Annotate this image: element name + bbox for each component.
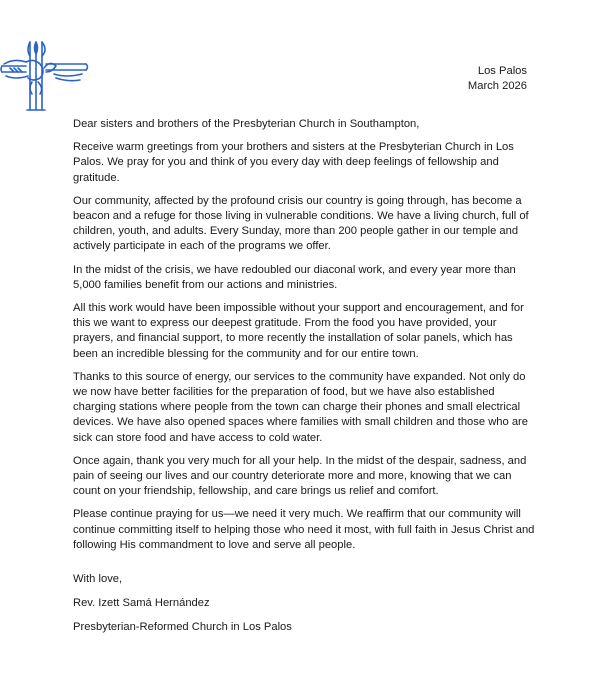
letter-paragraph: Thanks to this source of energy, our services to the community have expanded. Not only do we now have better facilities for the preparation of food, but we have also established charging stations where people from the town can charge their phones and small electrical devices. We have also opened spaces where families with small children and those who are sick can store food and have access to cold water. (73, 370, 528, 444)
letter-body (73, 117, 535, 561)
letter-paragraph: Our community, affected by the profound crisis our country is going through, has become a beacon and a refuge for those living in vulnerable conditions. We have a living church, full of children, youth, and adults. Every Sunday, more than 200 people gather in our temple and actively participate in each of the programs we offer. (73, 194, 529, 253)
signer-name: Rev. Izett Samá Hernández (73, 597, 210, 609)
presbyterian-cross-dove-icon (0, 38, 92, 112)
letter-date: March 2026 (467, 80, 527, 92)
letter-paragraph: All this work would have been impossible without your support and encouragement, and for this we want to express our deepest gratitude. From the food you have provided, your prayers, and financial support, to more recently the installation of solar panels, which has been an incredible blessing for the community and for our entire town. (73, 302, 524, 360)
place-date-block (468, 64, 527, 94)
letter-closing: With love, (73, 573, 123, 585)
signer-organization: Presbyterian-Reformed Church in Los Palos (73, 621, 292, 633)
letter-paragraph: Once again, thank you very much for all your help. In the midst of the despair, sadness, and pain of seeing our lives and our country deteriorate more and more, knowing that we can count on your friendship, fellowship, and care brings us relief and comfort. (73, 454, 527, 498)
letter-paragraph: In the midst of the crisis, we have redoubled our diaconal work, and every year more than 5,000 families benefit from our actions and ministries. (73, 263, 516, 291)
letter-signoff (73, 572, 292, 644)
letter-paragraph: Please continue praying for us—we need it very much. We reaffirm that our community will continue committing itself to helping those who need it most, with full faith in Jesus Christ and following His commandment to love and serve all people. (73, 508, 535, 551)
letter-paragraph: Receive warm greetings from your brothers and sisters at the Presbyterian Church in Los Palos. We pray for you and think of you every day with deep feelings of fellowship and gratitude. (73, 141, 514, 184)
letter-place: Los Palos (477, 65, 527, 77)
letter-salutation: Dear sisters and brothers of the Presbyterian Church in Southampton, (73, 118, 420, 130)
